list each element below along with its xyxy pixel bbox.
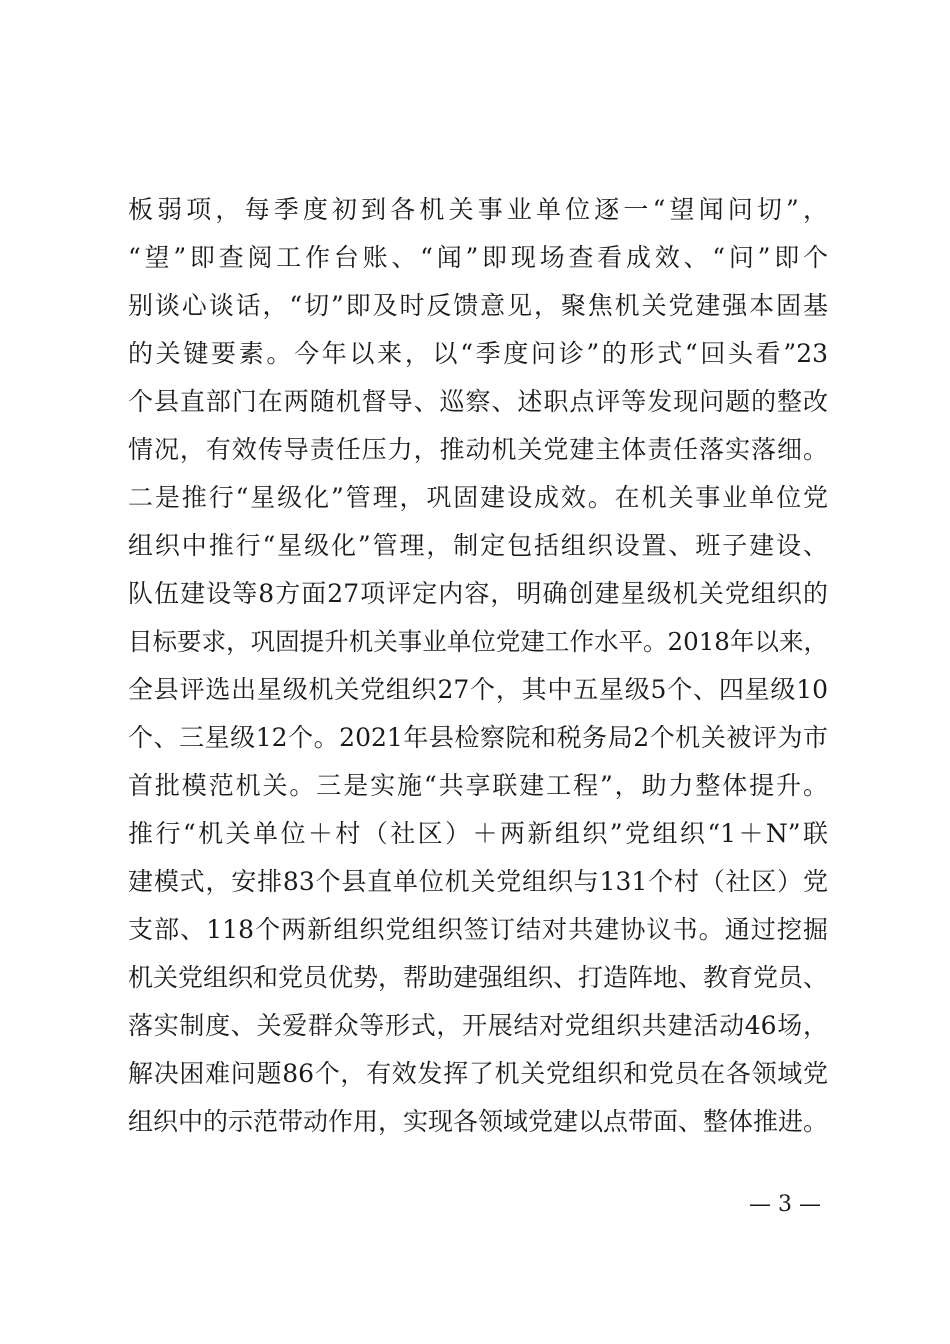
text-line: 落实制度、关爱群众等形式，开展结对党组织共建活动46场， bbox=[128, 1011, 828, 1040]
text-line: 组织中的示范带动作用，实现各领域党建以点带面、整体推进。 bbox=[128, 1107, 829, 1136]
text-line: 推行“机关单位＋村（社区）＋两新组织”党组织“1＋N”联 bbox=[128, 819, 828, 848]
body-text bbox=[128, 186, 828, 1146]
text-line: 板弱项，每季度初到各机关事业单位逐一“望闻问切”， bbox=[128, 195, 828, 224]
text-line: 情况，有效传导责任压力，推动机关党建主体责任落实落细。 bbox=[128, 435, 828, 464]
text-line: 别谈心谈话，“切”即及时反馈意见，聚焦机关党建强本固基 bbox=[128, 291, 828, 320]
text-line: “望”即查阅工作台账、“闻”即现场查看成效、“问”即个 bbox=[128, 243, 828, 272]
text-line: 二是推行“星级化”管理，巩固建设成效。在机关事业单位党 bbox=[128, 483, 828, 512]
text-line: 解决困难问题86个，有效发挥了机关党组织和党员在各领域党 bbox=[128, 1059, 828, 1088]
text-line: 全县评选出星级机关党组织27个，其中五星级5个、四星级10 bbox=[128, 675, 828, 704]
page-number: — 3 — bbox=[749, 1192, 821, 1217]
text-line: 目标要求，巩固提升机关事业单位党建工作水平。2018年以来， bbox=[128, 627, 828, 656]
text-line: 的关键要素。今年以来，以“季度问诊”的形式“回头看”23 bbox=[128, 339, 828, 368]
text-line: 首批模范机关。三是实施“共享联建工程”，助力整体提升。 bbox=[128, 771, 828, 800]
text-line: 组织中推行“星级化”管理，制定包括组织设置、班子建设、 bbox=[128, 531, 828, 560]
text-line: 建模式，安排83个县直单位机关党组织与131个村（社区）党 bbox=[128, 867, 828, 896]
text-line: 支部、118个两新组织党组织签订结对共建协议书。通过挖掘 bbox=[128, 915, 828, 944]
text-line: 个县直部门在两随机督导、巡察、述职点评等发现问题的整改 bbox=[128, 387, 828, 416]
text-line: 机关党组织和党员优势，帮助建强组织、打造阵地、教育党员、 bbox=[128, 963, 829, 992]
text-line: 队伍建设等8方面27项评定内容，明确创建星级机关党组织的 bbox=[128, 579, 828, 608]
text-line: 个、三星级12个。2021年县检察院和税务局2个机关被评为市 bbox=[128, 723, 828, 752]
